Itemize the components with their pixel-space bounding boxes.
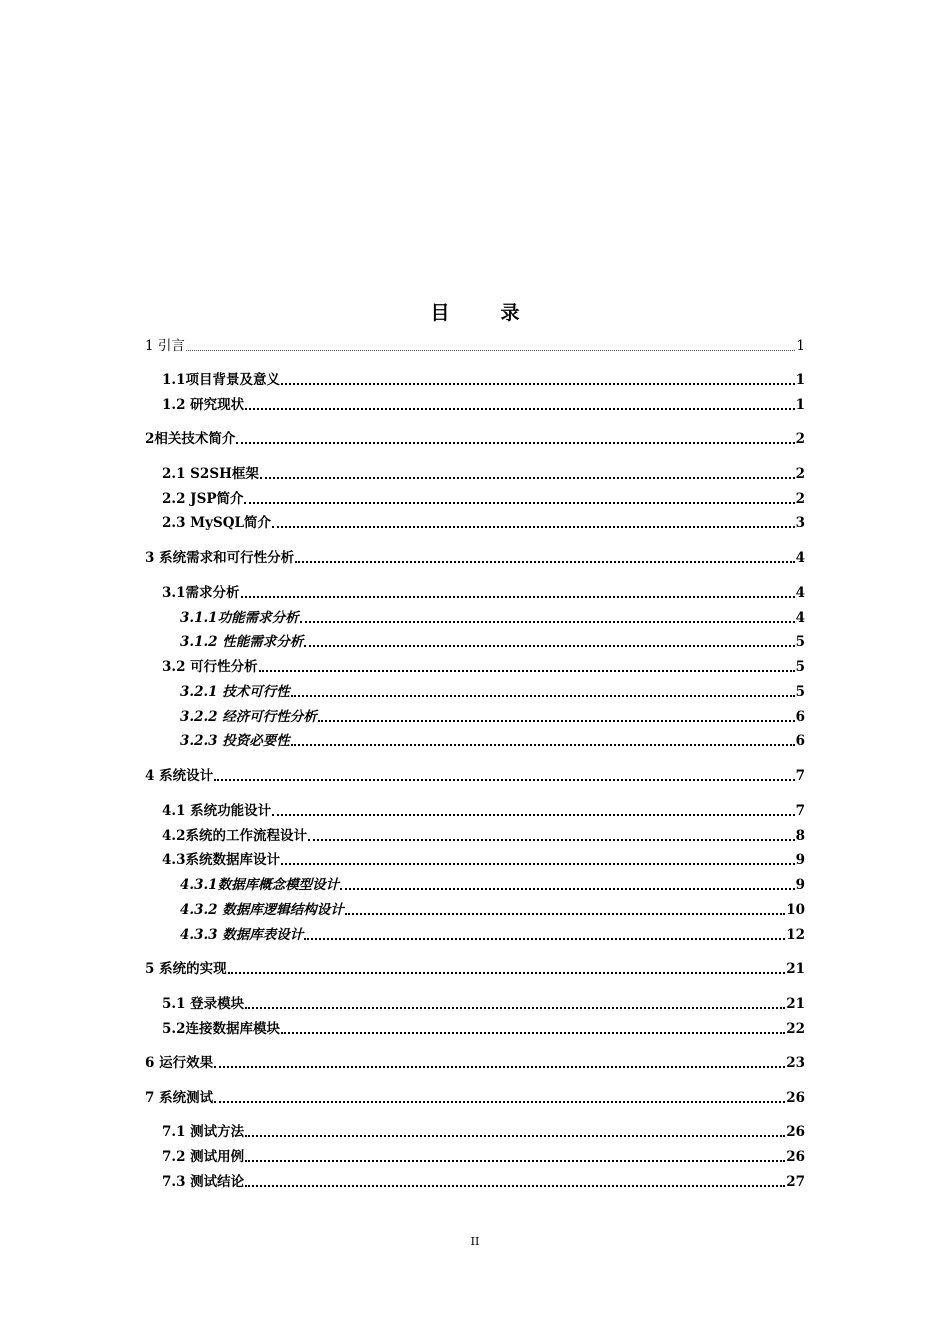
toc-entry-label: 4.3.1数据库概念模型设计 [180, 877, 340, 893]
toc-entry[interactable] [162, 1122, 805, 1142]
toc-entry[interactable] [145, 336, 805, 356]
toc-entry-page: 7 [795, 803, 805, 819]
toc-entry[interactable] [180, 682, 805, 702]
toc-entry[interactable] [162, 395, 805, 415]
dot-leader [245, 1185, 785, 1187]
toc-entry-label: 3.2 可行性分析 [162, 659, 258, 675]
dot-leader [245, 1135, 785, 1137]
toc-entry[interactable] [162, 801, 805, 821]
toc-entry-label: 3.1.2 性能需求分析 [180, 634, 304, 650]
toc-entry-page: 9 [795, 852, 805, 868]
toc-entry[interactable] [162, 1147, 805, 1167]
toc-entry[interactable] [145, 429, 805, 449]
toc-entry[interactable] [162, 464, 805, 484]
toc-entry-label: 1 引言 [145, 338, 185, 354]
toc-entry-label: 7.2 测试用例 [162, 1149, 245, 1165]
toc-entry-page: 1 [796, 338, 805, 354]
toc-entry[interactable] [180, 925, 805, 945]
toc-entry-label: 6 运行效果 [145, 1055, 214, 1071]
dot-leader [291, 695, 795, 697]
toc-entry[interactable] [180, 707, 805, 727]
dot-leader [295, 561, 795, 563]
toc-entry-page: 3 [795, 515, 805, 531]
dot-leader [272, 526, 795, 528]
toc-entry-label: 3.2.3 投资必要性 [180, 733, 290, 749]
dot-leader [245, 408, 794, 410]
toc-entry[interactable] [145, 548, 805, 568]
toc-entry-label: 4.3.2 数据库逻辑结构设计 [180, 902, 344, 918]
dot-leader [214, 1066, 785, 1068]
toc-entry-label: 2.1 S2SH框架 [162, 466, 259, 482]
toc-entry-label: 4.2系统的工作流程设计 [162, 828, 307, 844]
toc-entry-page: 9 [795, 877, 805, 893]
toc-entry[interactable] [180, 608, 805, 628]
dot-leader [241, 596, 795, 598]
dot-leader [214, 779, 795, 781]
toc-entry-label: 1.1项目背景及意义 [162, 372, 280, 388]
dot-leader [308, 839, 795, 841]
toc-entry-page: 7 [795, 768, 805, 784]
toc-entry-page: 6 [795, 733, 805, 749]
toc-entry-page: 2 [795, 466, 805, 482]
toc-entry-page: 26 [786, 1090, 805, 1106]
dot-leader [291, 744, 795, 746]
toc-entry-page: 26 [786, 1124, 805, 1140]
toc-entry-page: 2 [795, 491, 805, 507]
toc-entry-page: 21 [786, 961, 805, 977]
dot-leader [300, 621, 795, 623]
dot-leader [186, 350, 796, 351]
toc-entry[interactable] [162, 994, 805, 1014]
toc-entry[interactable] [162, 826, 805, 846]
dot-leader [340, 888, 795, 890]
toc-entry-label: 4.3.3 数据库表设计 [180, 927, 304, 943]
dot-leader [214, 1101, 785, 1103]
toc-entry-label: 5.2连接数据库模块 [162, 1021, 280, 1037]
dot-leader [245, 1007, 785, 1009]
toc-entry-label: 7.1 测试方法 [162, 1124, 245, 1140]
dot-leader [228, 972, 786, 974]
toc-entry-page: 21 [786, 996, 805, 1012]
toc-entry-page: 5 [795, 634, 805, 650]
toc-entry[interactable] [162, 513, 805, 533]
toc-entry-label: 2.3 MySQL简介 [162, 515, 271, 531]
toc-entry[interactable] [145, 1088, 805, 1108]
toc-entry-page: 12 [786, 927, 805, 943]
footer-page-number: II [470, 1235, 480, 1248]
toc-entry[interactable] [180, 875, 805, 895]
dot-leader [244, 502, 794, 504]
dot-leader [304, 645, 794, 647]
toc-entry[interactable] [145, 766, 805, 786]
dot-leader [345, 913, 785, 915]
toc-entry-label: 3.1需求分析 [162, 585, 240, 601]
toc-entry[interactable] [145, 959, 805, 979]
toc-entry-page: 10 [786, 902, 805, 918]
toc-entry-page: 2 [795, 431, 805, 447]
dot-leader [318, 720, 795, 722]
toc-entry-page: 1 [795, 397, 805, 413]
toc-entry-page: 26 [786, 1149, 805, 1165]
toc-entry-page: 5 [795, 659, 805, 675]
dot-leader [281, 383, 795, 385]
toc-entry-label: 1.2 研究现状 [162, 397, 245, 413]
dot-leader [259, 670, 795, 672]
toc-entry[interactable] [162, 583, 805, 603]
toc-entry[interactable] [180, 731, 805, 751]
toc-entry-label: 4.1 系统功能设计 [162, 803, 272, 819]
toc-entry-label: 5.1 登录模块 [162, 996, 245, 1012]
toc-entry-page: 23 [786, 1055, 805, 1071]
toc-entry-label: 4.3系统数据库设计 [162, 852, 280, 868]
toc-entry-label: 3.2.2 经济可行性分析 [180, 709, 317, 725]
toc-entry-page: 27 [786, 1174, 805, 1190]
toc-entry[interactable] [162, 657, 805, 677]
toc-entry-page: 1 [795, 372, 805, 388]
toc-entry[interactable] [162, 489, 805, 509]
toc-entry[interactable] [180, 900, 805, 920]
toc-entry-page: 5 [795, 684, 805, 700]
toc-entry-page: 6 [795, 709, 805, 725]
dot-leader [272, 814, 794, 816]
toc-entry[interactable] [180, 632, 805, 652]
dot-leader [245, 1160, 785, 1162]
toc-entry-page: 4 [795, 610, 805, 626]
toc-entry[interactable] [162, 370, 805, 390]
toc-entry-label: 2.2 JSP简介 [162, 491, 244, 507]
toc-entry-page: 22 [786, 1021, 805, 1037]
dot-leader [281, 1032, 785, 1034]
toc-entry-label: 4 系统设计 [145, 768, 214, 784]
toc-entry-page: 4 [795, 585, 805, 601]
toc-entry[interactable] [162, 850, 805, 870]
toc-entry-label: 5 系统的实现 [145, 961, 227, 977]
toc-entry-label: 3.2.1 技术可行性 [180, 684, 290, 700]
dot-leader [260, 477, 795, 479]
toc-entry[interactable] [162, 1019, 805, 1039]
toc-entry-label: 3.1.1功能需求分析 [180, 610, 299, 626]
toc-entry-label: 7.3 测试结论 [162, 1174, 245, 1190]
page-title: 目 录 [430, 302, 536, 324]
toc-entry-label: 2相关技术简介 [145, 431, 236, 447]
toc-entry-page: 4 [795, 550, 805, 566]
toc-entry-page: 8 [795, 828, 805, 844]
dot-leader [236, 442, 794, 444]
toc-entry-label: 7 系统测试 [145, 1090, 214, 1106]
toc-entry[interactable] [145, 1053, 805, 1073]
dot-leader [281, 863, 795, 865]
dot-leader [304, 938, 785, 940]
toc-entry-label: 3 系统需求和可行性分析 [145, 550, 295, 566]
toc-entry[interactable] [162, 1172, 805, 1192]
